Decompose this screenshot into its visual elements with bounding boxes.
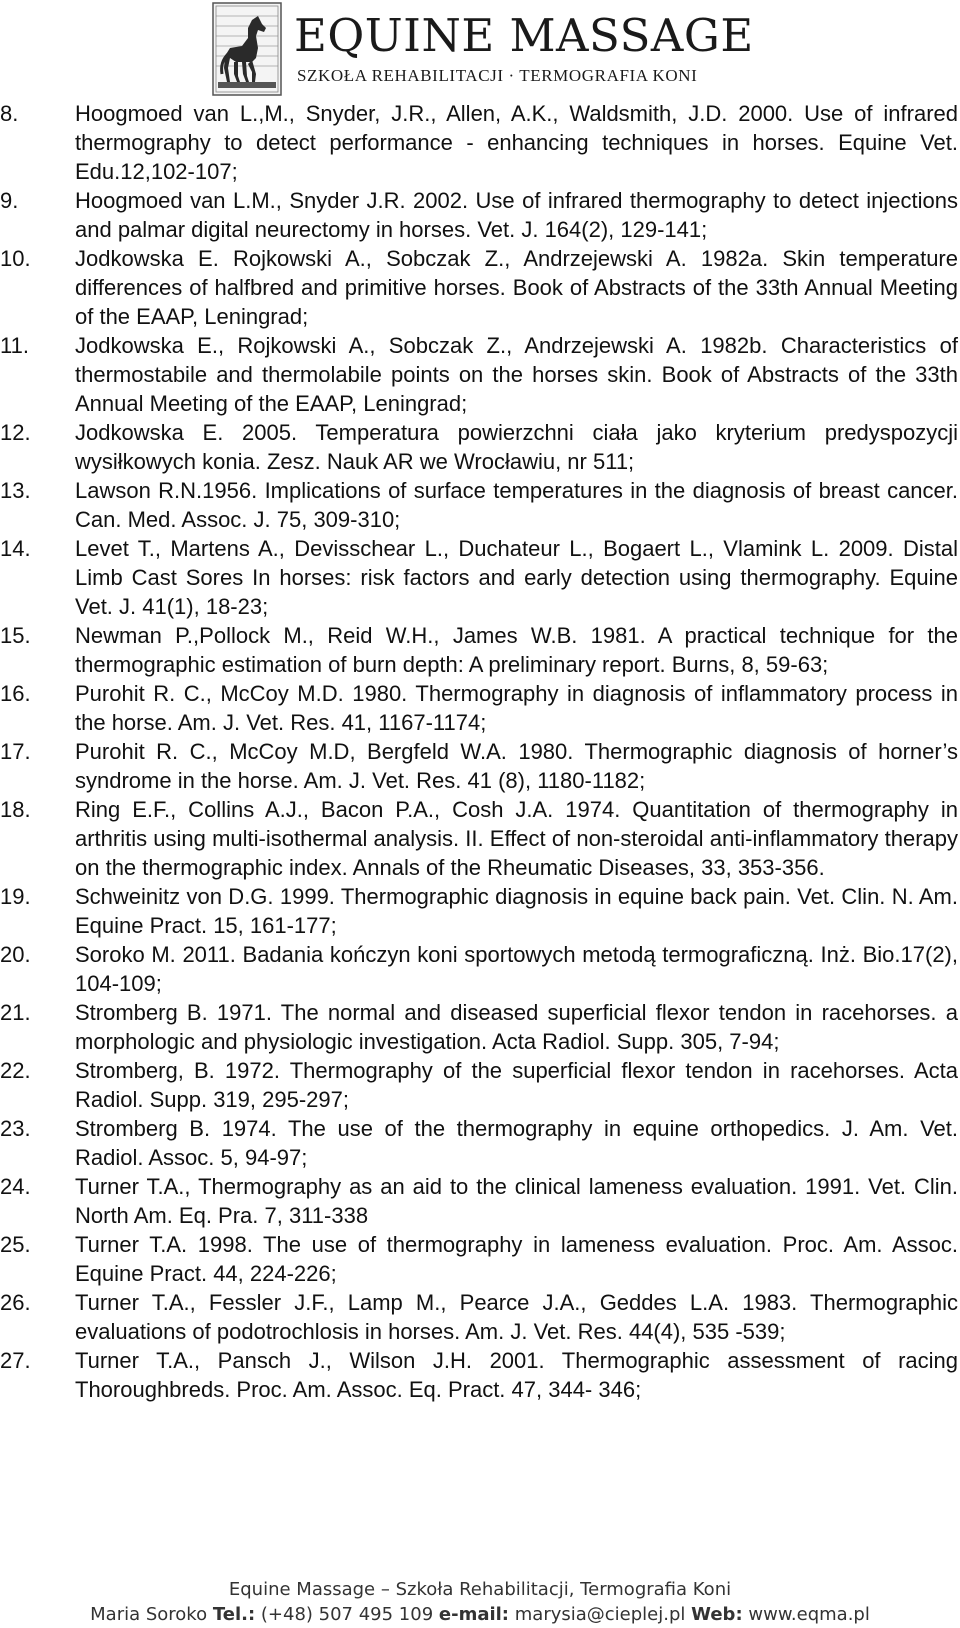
reference-text: Turner T.A., Fessler J.F., Lamp M., Pearce J.A., Geddes L.A. 1983. Thermographic evaluations of podotrochlosis in horses. Am. J. Vet. Res. 44(4), 535 -539;	[75, 1290, 958, 1344]
reference-item	[0, 621, 958, 679]
reference-item	[0, 679, 958, 737]
reference-text: Jodkowska E. 2005. Temperatura powierzchni ciała jako kryterium predyspozycji wysiłkowych konia. Zesz. Nauk AR we Wrocławiu, nr 511;	[75, 420, 958, 474]
footer-tel-label: Tel.:	[212, 1604, 256, 1625]
reference-text: Jodkowska E. Rojkowski A., Sobczak Z., Andrzejewski A. 1982a. Skin temperature differences of halfbred and primitive horses. Book of Abstracts of the 33th Annual Meeting of the EAAP, Leningrad;	[75, 246, 958, 329]
reference-item	[0, 244, 958, 331]
footer-web-label: Web:	[691, 1604, 743, 1625]
reference-item	[0, 476, 958, 534]
reference-number: 18.	[0, 797, 31, 822]
reference-number: 14.	[0, 536, 31, 561]
reference-item	[0, 1230, 958, 1288]
reference-number: 9.	[0, 188, 19, 213]
reference-number: 21.	[0, 1000, 31, 1025]
reference-item	[0, 1114, 958, 1172]
reference-text: Stromberg B. 1974. The use of the thermography in equine orthopedics. J. Am. Vet. Radiol. Assoc. 5, 94-97;	[75, 1116, 958, 1170]
reference-number: 10.	[0, 246, 31, 271]
reference-text: Stromberg B. 1971. The normal and diseased superficial flexor tendon in racehorses. a morphologic and physiologic investigation. Acta Radiol. Supp. 305, 7-94;	[75, 1000, 958, 1054]
reference-text: Ring E.F., Collins A.J., Bacon P.A., Cosh J.A. 1974. Quantitation of thermography in arthritis using multi-isothermal analysis. II. Effect of non-steroidal anti-inflammatory therapy on the thermographic index. Annals of the Rheumatic Diseases, 33, 353-356.	[75, 797, 958, 880]
footer-contact	[0, 1602, 960, 1628]
reference-item	[0, 882, 958, 940]
reference-number: 27.	[0, 1348, 31, 1373]
reference-number: 8.	[0, 101, 19, 126]
reference-text: Schweinitz von D.G. 1999. Thermographic diagnosis in equine back pain. Vet. Clin. N. Am. Equine Pract. 15, 161-177;	[75, 884, 958, 938]
reference-text: Turner T.A., Thermography as an aid to the clinical lameness evaluation. 1991. Vet. Clin. North Am. Eq. Pra. 7, 311-338	[75, 1174, 958, 1228]
reference-number: 24.	[0, 1174, 31, 1199]
reference-number: 22.	[0, 1058, 31, 1083]
reference-item	[0, 1056, 958, 1114]
reference-list	[0, 99, 958, 1404]
reference-number: 12.	[0, 420, 31, 445]
footer-email-value[interactable]: marysia@cieplej.pl	[514, 1604, 686, 1625]
reference-number: 25.	[0, 1232, 31, 1257]
reference-item	[0, 331, 958, 418]
reference-number: 23.	[0, 1116, 31, 1141]
reference-text: Purohit R. C., McCoy M.D. 1980. Thermography in diagnosis of inflammatory process in the horse. Am. J. Vet. Res. 41, 1167-1174;	[75, 681, 958, 735]
reference-text: Levet T., Martens A., Devisschear L., Duchateur L., Bogaert L., Vlamink L. 2009. Distal Limb Cast Sores In horses: risk factors and early detection using thermography. Equine Vet. J. 41(1), 18-23;	[75, 536, 958, 619]
reference-item	[0, 186, 958, 244]
footer-web-value[interactable]: www.eqma.pl	[748, 1604, 870, 1625]
reference-number: 26.	[0, 1290, 31, 1315]
footer-email-label: e-mail:	[438, 1604, 510, 1625]
reference-number: 16.	[0, 681, 31, 706]
reference-number: 15.	[0, 623, 31, 648]
reference-item	[0, 1172, 958, 1230]
reference-text: Jodkowska E., Rojkowski A., Sobczak Z., Andrzejewski A. 1982b. Characteristics of thermostabile and thermolabile points on the horses skin. Book of Abstracts of the 33th Annual Meeting of the EAAP, Leningrad;	[75, 333, 958, 416]
reference-text: Hoogmoed van L.M., Snyder J.R. 2002. Use of infrared thermography to detect injections and palmar digital neurectomy in horses. Vet. J. 164(2), 129-141;	[75, 188, 958, 242]
reference-text: Lawson R.N.1956. Implications of surface temperatures in the diagnosis of breast cancer. Can. Med. Assoc. J. 75, 309-310;	[75, 478, 958, 532]
reference-number: 20.	[0, 942, 31, 967]
reference-item	[0, 795, 958, 882]
reference-text: Stromberg, B. 1972. Thermography of the superficial flexor tendon in racehorses. Acta Radiol. Supp. 319, 295-297;	[75, 1058, 958, 1112]
reference-item	[0, 998, 958, 1056]
letterhead	[212, 2, 754, 98]
brand-subtitle: SZKOŁA REHABILITACJI · TERMOGRAFIA KONI	[297, 66, 698, 85]
reference-text: Purohit R. C., McCoy M.D, Bergfeld W.A. 1980. Thermographic diagnosis of horner’s syndrome in the horse. Am. J. Vet. Res. 41 (8), 1180-1182;	[75, 739, 958, 793]
reference-item	[0, 534, 958, 621]
brand-title: EQUINE MASSAGE	[294, 9, 754, 62]
reference-text: Turner T.A. 1998. The use of thermography in lameness evaluation. Proc. Am. Assoc. Equine Pract. 44, 224-226;	[75, 1232, 958, 1286]
reference-text: Hoogmoed van L.,M., Snyder, J.R., Allen, A.K., Waldsmith, J.D. 2000. Use of infrared thermography to detect performance - enhancing techniques in horses. Equine Vet. Edu.12,102-107;	[75, 101, 958, 184]
reference-text: Soroko M. 2011. Badania kończyn koni sportowych metodą termograficzną. Inż. Bio.17(2), 104-109;	[75, 942, 958, 996]
reference-number: 19.	[0, 884, 31, 909]
reference-text: Newman P.,Pollock M., Reid W.H., James W.B. 1981. A practical technique for the thermographic estimation of burn depth: A preliminary report. Burns, 8, 59-63;	[75, 623, 958, 677]
reference-number: 11.	[0, 333, 29, 358]
reference-item	[0, 1346, 958, 1404]
reference-text: Turner T.A., Pansch J., Wilson J.H. 2001. Thermographic assessment of racing Thoroughbreds. Proc. Am. Assoc. Eq. Pract. 47, 344- 346;	[75, 1348, 958, 1402]
reference-item	[0, 940, 958, 998]
reference-item	[0, 418, 958, 476]
footer-school-name: Equine Massage – Szkoła Rehabilitacji, Termografia Koni	[228, 1579, 732, 1600]
footer-contact-name: Maria Soroko	[90, 1604, 208, 1625]
footer-tel-value: (+48) 507 495 109	[260, 1604, 434, 1625]
reference-number: 17.	[0, 739, 31, 764]
reference-number: 13.	[0, 478, 31, 503]
reference-item	[0, 99, 958, 186]
reference-item	[0, 737, 958, 795]
horse-logo-icon	[212, 2, 282, 96]
reference-item	[0, 1288, 958, 1346]
page-footer	[0, 1578, 960, 1628]
